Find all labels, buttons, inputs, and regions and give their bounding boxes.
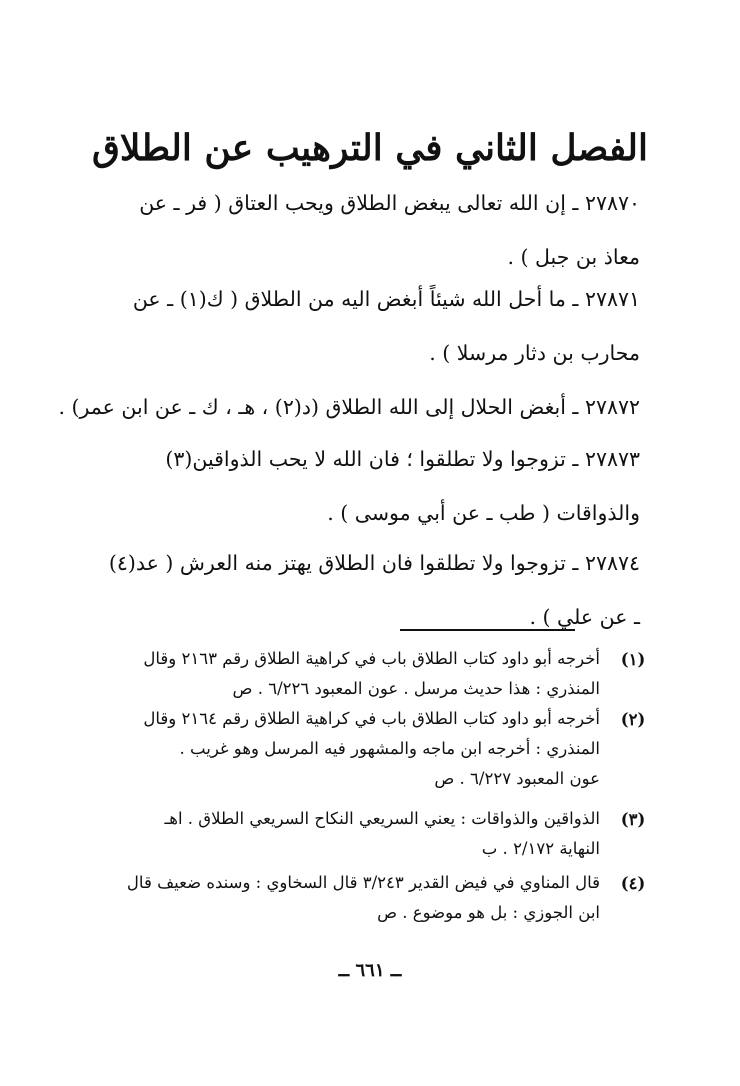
hadith-line: ٢٧٨٧٣ ـ تزوجوا ولا تطلقوا ؛ فان الله لا يحب الذواقين(٣) xyxy=(165,447,640,471)
hadith-line: ـ عن علي ) . xyxy=(529,605,640,629)
footnote-1 xyxy=(90,644,650,704)
hadith-line: ٢٧٨٧٢ ـ أبغض الحلال إلى الله الطلاق (د(٢) ، هـ ، ك ـ عن ابن عمر) . xyxy=(58,395,640,419)
hadith-line: ٢٧٨٧٠ ـ إن الله تعالى يبغض الطلاق ويحب العتاق ( فر ـ عن xyxy=(139,191,640,215)
footnote-line: الذواقين والذواقات : يعني السريعي النكاح السريعي الطلاق . اهـ xyxy=(164,809,600,828)
hadith-line: معاذ بن جبل ) . xyxy=(507,245,640,269)
page-number: ــ ٦٦١ ــ xyxy=(338,960,402,981)
hadith-27873 xyxy=(95,432,640,540)
footnote-number: (٤) xyxy=(620,874,646,893)
footnote-4 xyxy=(90,868,650,932)
footnote-3 xyxy=(90,804,650,868)
footnote-line: قال المناوي في فيض القدير ٣/٢٤٣ قال السخاوي : وسنده ضعيف قال xyxy=(126,873,600,892)
footnote-line: عون المعبود ٦/٢٢٧ . ص xyxy=(434,769,600,788)
footnotes xyxy=(90,644,650,932)
hadith-line: محارب بن دثار مرسلا ) . xyxy=(429,341,640,365)
hadith-line: ٢٧٨٧٤ ـ تزوجوا ولا تطلقوا فان الطلاق يهتز منه العرش ( عد(٤) xyxy=(108,551,640,575)
hadith-27872 xyxy=(58,380,640,434)
footnote-line: أخرجه أبو داود كتاب الطلاق باب في كراهية الطلاق رقم ٢١٦٤ وقال xyxy=(143,709,600,728)
hadith-27874 xyxy=(95,536,640,644)
footnote-line: أخرجه أبو داود كتاب الطلاق باب في كراهية الطلاق رقم ٢١٦٣ وقال xyxy=(143,649,600,668)
hadith-line: ٢٧٨٧١ ـ ما أحل الله شيئاً أبغض اليه من الطلاق ( ك(١) ـ عن xyxy=(132,287,640,311)
footnote-number: (٣) xyxy=(620,810,646,829)
footnote-line: النهاية ٢/١٧٢ . ب xyxy=(481,839,600,858)
footnote-separator xyxy=(400,629,575,631)
hadith-27870 xyxy=(95,176,640,284)
hadith-27871 xyxy=(95,272,640,380)
chapter-title: الفصل الثاني في الترهيب عن الطلاق xyxy=(91,127,649,169)
footnote-line: المنذري : هذا حديث مرسل . عون المعبود ٦/٢٢٦ . ص xyxy=(232,679,600,698)
hadith-line: والذواقات ( طب ـ عن أبي موسى ) . xyxy=(327,501,640,525)
footnote-line: ابن الجوزي : بل هو موضوع . ص xyxy=(377,903,600,922)
footnote-number: (٢) xyxy=(620,710,646,729)
footnote-2 xyxy=(90,704,650,804)
footnote-line: المنذري : أخرجه ابن ماجه والمشهور فيه المرسل وهو غريب . xyxy=(179,739,600,758)
footnote-number: (١) xyxy=(620,650,646,669)
